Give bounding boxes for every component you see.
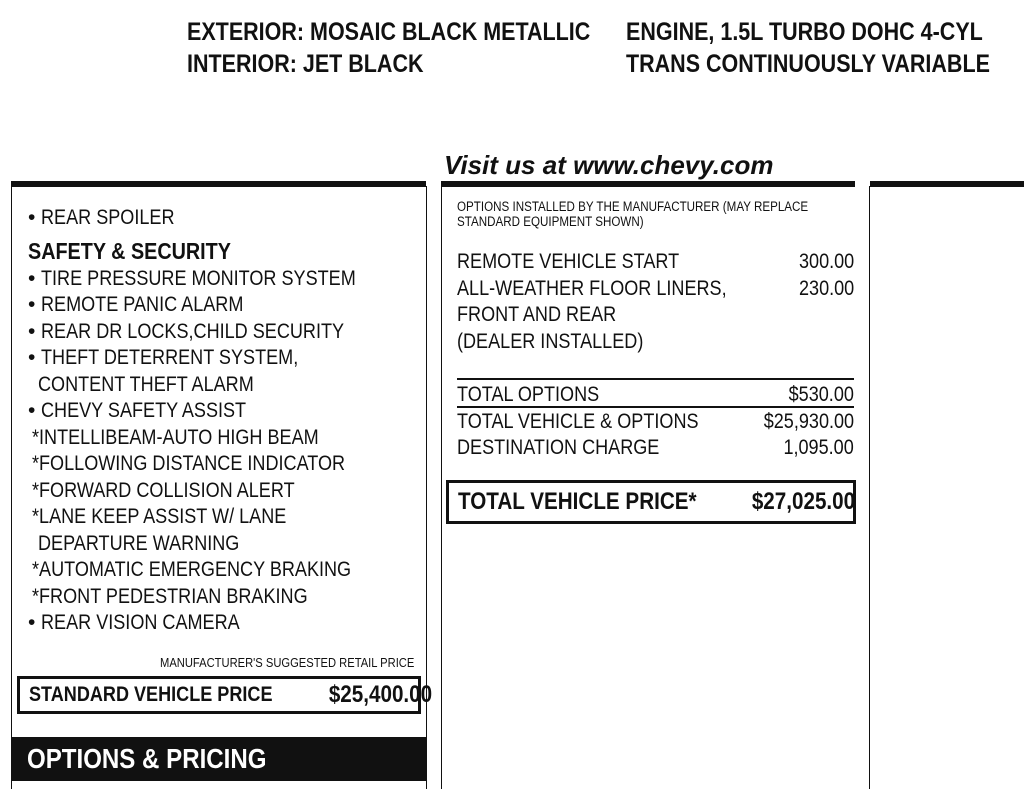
option-label: ALL-WEATHER FLOOR LINERS,: [457, 276, 727, 300]
vehicle-colors: [187, 16, 656, 80]
options-note: OPTIONS INSTALLED BY THE MANUFACTURER (MAY REPLACE STANDARD EQUIPMENT SHOWN): [457, 199, 809, 229]
option-row-floor-liners-line2: FRONT AND REAR: [457, 303, 617, 326]
list-item: *INTELLIBEAM-AUTO HIGH BEAM: [32, 425, 319, 449]
safety-security-heading: SAFETY & SECURITY: [28, 237, 231, 264]
visit-website-text: Visit us at www.chevy.com: [444, 150, 774, 180]
list-item: *LANE KEEP ASSIST W/ LANE: [32, 505, 287, 528]
right-column-top-rule: [870, 181, 1024, 187]
total-vehicle-price-box: [446, 480, 856, 524]
list-item: • THEFT DETERRENT SYSTEM,: [28, 345, 428, 372]
total-vehicle-options-row: [457, 409, 854, 436]
option-row-floor-liners: [457, 276, 854, 303]
destination-charge-value: 1,095.00: [783, 436, 854, 459]
option-price: 300.00: [798, 250, 854, 273]
middle-column-top-rule: [441, 181, 855, 187]
list-item: • REMOTE PANIC ALARM: [28, 292, 428, 319]
list-item: DEPARTURE WARNING: [38, 531, 240, 555]
exterior-color: EXTERIOR: MOSAIC BLACK METALLIC: [187, 18, 591, 46]
transmission-spec: TRANS CONTINUOUSLY VARIABLE: [626, 50, 990, 78]
middle-column-left-border: [441, 186, 442, 789]
standard-price-value: $25,400.00: [328, 681, 433, 708]
destination-charge-label: DESTINATION CHARGE: [457, 436, 660, 459]
list-item: • REAR DR LOCKS,CHILD SECURITY: [28, 319, 428, 346]
total-vehicle-price-value: $27,025.00: [752, 488, 856, 515]
list-item: *FOLLOWING DISTANCE INDICATOR: [32, 452, 346, 475]
option-label: REMOTE VEHICLE START: [457, 250, 680, 273]
total-options-label: TOTAL OPTIONS: [457, 383, 600, 406]
options-pricing-banner: OPTIONS & PRICING: [11, 737, 426, 781]
destination-charge-row: [457, 435, 854, 462]
option-row-remote-start: [457, 249, 854, 276]
total-vehicle-price-label: TOTAL VEHICLE PRICE*: [458, 488, 697, 515]
list-item: *AUTOMATIC EMERGENCY BRAKING: [32, 558, 352, 581]
standard-equipment-list: [28, 205, 428, 637]
engine-spec: ENGINE, 1.5L TURBO DOHC 4-CYL: [626, 18, 983, 46]
interior-color: INTERIOR: JET BLACK: [187, 50, 424, 78]
msrp-caption: MANUFACTURER'S SUGGESTED RETAIL PRICE: [160, 655, 415, 670]
total-vehicle-options-label: TOTAL VEHICLE & OPTIONS: [457, 409, 699, 433]
list-item: *FORWARD COLLISION ALERT: [32, 478, 295, 502]
vehicle-powertrain: [626, 16, 1024, 80]
list-item: • REAR VISION CAMERA: [28, 610, 428, 637]
total-options-value: $530.00: [788, 383, 854, 406]
total-vehicle-options-value: $25,930.00: [763, 409, 854, 433]
standard-price-label: STANDARD VEHICLE PRICE: [29, 683, 273, 706]
totals-top-rule: [457, 378, 854, 380]
standard-vehicle-price-box: [17, 676, 433, 714]
total-options-row: [457, 382, 854, 409]
safety-security-items: [28, 266, 428, 637]
left-column-border: [11, 186, 12, 789]
list-item: *FRONT PEDESTRIAN BRAKING: [32, 584, 308, 608]
option-price: 230.00: [798, 276, 854, 300]
left-column-top-rule: [11, 181, 426, 187]
list-item: • REAR SPOILER: [28, 205, 428, 232]
option-row-floor-liners-line3: (DEALER INSTALLED): [457, 329, 644, 353]
list-item: • TIRE PRESSURE MONITOR SYSTEM: [28, 266, 428, 293]
right-column-border: [869, 186, 870, 789]
list-item: CONTENT THEFT ALARM: [38, 372, 254, 396]
list-item: • CHEVY SAFETY ASSIST: [28, 398, 428, 425]
